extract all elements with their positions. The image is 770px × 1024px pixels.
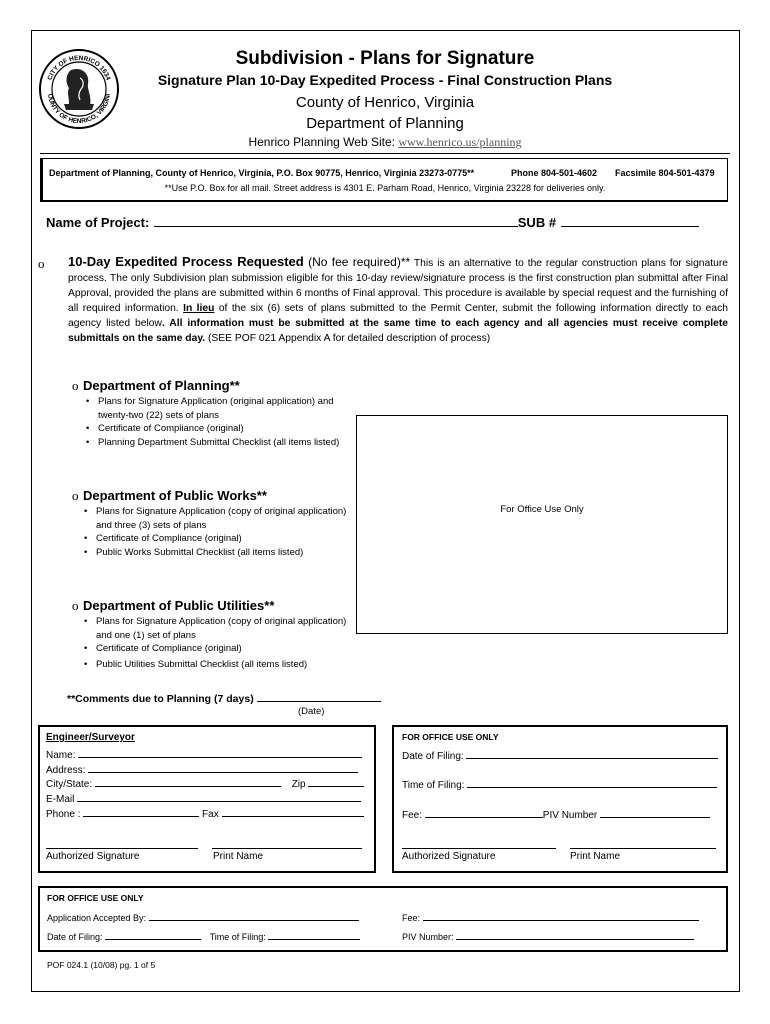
seal-bottom-text: OUNTY OF HENRICO, VIRGINI: [45, 93, 112, 126]
engineer-zip-label: Zip: [291, 779, 306, 790]
engineer-address-row: [46, 761, 358, 776]
sub-number-label: SUB #: [517, 215, 557, 230]
office-use-label: For Office Use Only: [500, 504, 584, 515]
expedited-bold-text: . All information must be submitted at the same time to each agency and all agencies must receive complete submittals on the same day.: [68, 318, 728, 344]
office-right-time-field[interactable]: [467, 776, 717, 788]
list-item: • Plans for Signature Application (copy of original application): [84, 505, 356, 519]
list-item: • Certificate of Compliance (original): [84, 532, 356, 546]
office-bottom-piv-row: [402, 930, 694, 942]
engineer-heading: Engineer/Surveyor: [46, 732, 135, 743]
office-bottom-fee-field[interactable]: [423, 911, 699, 921]
office-bottom-time-field[interactable]: [268, 930, 360, 940]
address-box: [40, 158, 728, 202]
comments-label: **Comments due to Planning (7 days): [67, 693, 254, 705]
office-right-fee-row: [402, 806, 710, 821]
public-utilities-heading: Department of Public Utilities**: [82, 598, 275, 613]
engineer-city-label: City/State:: [46, 779, 93, 790]
list-item: • Plans for Signature Application (copy of original application): [84, 615, 356, 629]
office-right-auth-signature-label: Authorized Signature: [402, 851, 496, 862]
expedited-paragraph: [68, 254, 728, 346]
in-lieu-text: In lieu: [183, 303, 215, 314]
engineer-fax-label: Fax: [202, 809, 219, 820]
engineer-name-label: Name:: [46, 750, 76, 761]
engineer-print-name-label: Print Name: [213, 851, 264, 862]
expedited-checkbox[interactable]: o: [38, 256, 45, 271]
office-right-piv-label: PIV Number: [542, 810, 598, 821]
public-works-list: [84, 505, 356, 559]
website-link[interactable]: www.henrico.us/planning: [398, 135, 522, 149]
list-item: • Plans for Signature Application (original application) and: [86, 395, 356, 409]
public-works-checkbox[interactable]: o: [72, 488, 79, 503]
office-right-fee-label: Fee:: [402, 810, 423, 821]
office-bottom-date-label: Date of Filing:: [47, 932, 103, 942]
address-note: **Use P.O. Box for all mail. Street address is 4301 E. Parham Road, Henrico, Virginia 23228 for deliveries only.: [164, 183, 606, 193]
page-subtitle: Signature Plan 10-Day Expedited Process - Final Construction Plans: [157, 72, 613, 88]
mailing-address: Department of Planning, County of Henrico, Virginia, P.O. Box 90775, Henrico, Virginia 23273-0775**: [49, 168, 475, 178]
engineer-phone-field[interactable]: [83, 805, 199, 817]
office-bottom-date-row: [47, 930, 360, 942]
list-item: and three (3) sets of plans: [96, 519, 207, 531]
office-bottom-fee-label: Fee:: [402, 913, 421, 923]
header-divider: [40, 153, 730, 154]
office-bottom-heading: FOR OFFICE USE ONLY: [47, 893, 144, 903]
project-name-field[interactable]: [154, 215, 518, 227]
engineer-zip-field[interactable]: [308, 775, 364, 787]
office-bottom-time-label: Time of Filing:: [209, 932, 266, 942]
seal-top-text: CITY OF HENRICO 1634: [46, 54, 112, 82]
form-footer: POF 024.1 (10/08) pg. 1 of 5: [47, 960, 156, 970]
office-right-date-label: Date of Filing:: [402, 751, 464, 762]
engineer-print-line[interactable]: [212, 848, 362, 849]
list-item: • Planning Department Submittal Checklist (all items listed): [86, 436, 356, 450]
expedited-fee: (No fee required)**: [303, 255, 411, 269]
engineer-phone-label: Phone :: [46, 809, 81, 820]
list-item: • Public Utilities Submittal Checklist (all items listed): [84, 658, 356, 672]
website-line: [0, 135, 770, 150]
office-right-date-field[interactable]: [466, 747, 718, 759]
list-item: and one (1) set of plans: [96, 629, 196, 641]
list-item: • Certificate of Compliance (original): [86, 422, 356, 436]
comments-date-field[interactable]: [257, 690, 381, 702]
project-line: [46, 214, 736, 232]
office-right-date-row: [402, 747, 718, 762]
list-item: twenty-two (22) sets of plans: [98, 409, 219, 421]
office-bottom-piv-label: PIV Number:: [402, 932, 454, 942]
office-right-print-name-label: Print Name: [570, 851, 621, 862]
list-item: • Certificate of Compliance (original): [84, 642, 356, 656]
engineer-name-row: [46, 746, 362, 761]
engineer-auth-signature-label: Authorized Signature: [46, 851, 140, 862]
engineer-city-field[interactable]: [95, 775, 281, 787]
expedited-text-3: (SEE POF 021 Appendix A for detailed description of process): [205, 333, 491, 344]
office-right-time-label: Time of Filing:: [402, 780, 465, 791]
engineer-email-field[interactable]: [77, 790, 361, 802]
office-bottom-fee-row: [402, 911, 699, 923]
office-right-heading: FOR OFFICE USE ONLY: [402, 732, 499, 742]
website-label: Henrico Planning Web Site:: [248, 135, 395, 149]
planning-checkbox[interactable]: o: [72, 378, 79, 393]
engineer-city-row: [46, 775, 364, 790]
section-public-utilities: [72, 597, 274, 615]
section-public-works: [72, 487, 267, 505]
fax-number: Facsimile 804-501-4379: [615, 168, 715, 178]
engineer-name-field[interactable]: [78, 746, 362, 758]
comments-date-label: (Date): [298, 706, 325, 717]
county-name: County of Henrico, Virginia: [295, 94, 475, 111]
expedited-text-1: This is an alternative to the regular construction plans for signature process. The only Subdivision plan submission eligible for this 10-day review/signature process is the first construction plan submittal after Final Approval, provided the plans are submitted within 6 months of Final approval. This procedure is available by special request and the furnishing of all required information.: [68, 258, 728, 314]
office-right-signature-line[interactable]: [402, 848, 556, 849]
engineer-signature-line[interactable]: [46, 848, 198, 849]
office-use-box: [356, 415, 728, 634]
page-title: Subdivision - Plans for Signature: [235, 48, 535, 69]
office-bottom-accepted-field[interactable]: [149, 911, 359, 921]
engineer-address-label: Address:: [46, 765, 86, 776]
engineer-email-label: E-Mail: [46, 794, 75, 805]
planning-heading: Department of Planning**: [82, 378, 240, 393]
section-planning: [72, 377, 240, 395]
list-item: • Public Works Submittal Checklist (all items listed): [84, 546, 356, 560]
address-line-1: [49, 168, 729, 178]
public-utilities-list: [84, 615, 356, 671]
engineer-fax-field[interactable]: [222, 805, 364, 817]
office-right-time-row: [402, 776, 717, 791]
sub-number-field[interactable]: [561, 215, 699, 227]
project-name-label: Name of Project:: [46, 215, 150, 230]
office-bottom-accepted-row: [47, 911, 359, 923]
public-utilities-checkbox[interactable]: o: [72, 598, 79, 613]
office-bottom-piv-field[interactable]: [456, 930, 694, 940]
public-works-heading: Department of Public Works**: [82, 488, 267, 503]
engineer-phone-row: [46, 805, 364, 820]
office-bottom-accepted-label: Application Accepted By:: [47, 913, 147, 923]
office-right-print-line[interactable]: [570, 848, 716, 849]
department-name: Department of Planning: [306, 115, 464, 132]
office-right-piv-field[interactable]: [600, 806, 710, 818]
engineer-address-field[interactable]: [88, 761, 358, 773]
office-bottom-date-field[interactable]: [105, 930, 201, 940]
expedited-lead: 10-Day Expedited Process Requested: [68, 254, 304, 269]
comments-line: [67, 690, 381, 705]
phone-number: Phone 804-501-4602: [511, 168, 598, 178]
planning-list: [86, 395, 356, 449]
expedited-text-2: of the six (6) sets of plans submitted to the Permit Center, submit the following information directly to each agency listed below: [68, 303, 729, 329]
office-right-fee-field[interactable]: [425, 806, 543, 818]
engineer-email-row: [46, 790, 361, 805]
